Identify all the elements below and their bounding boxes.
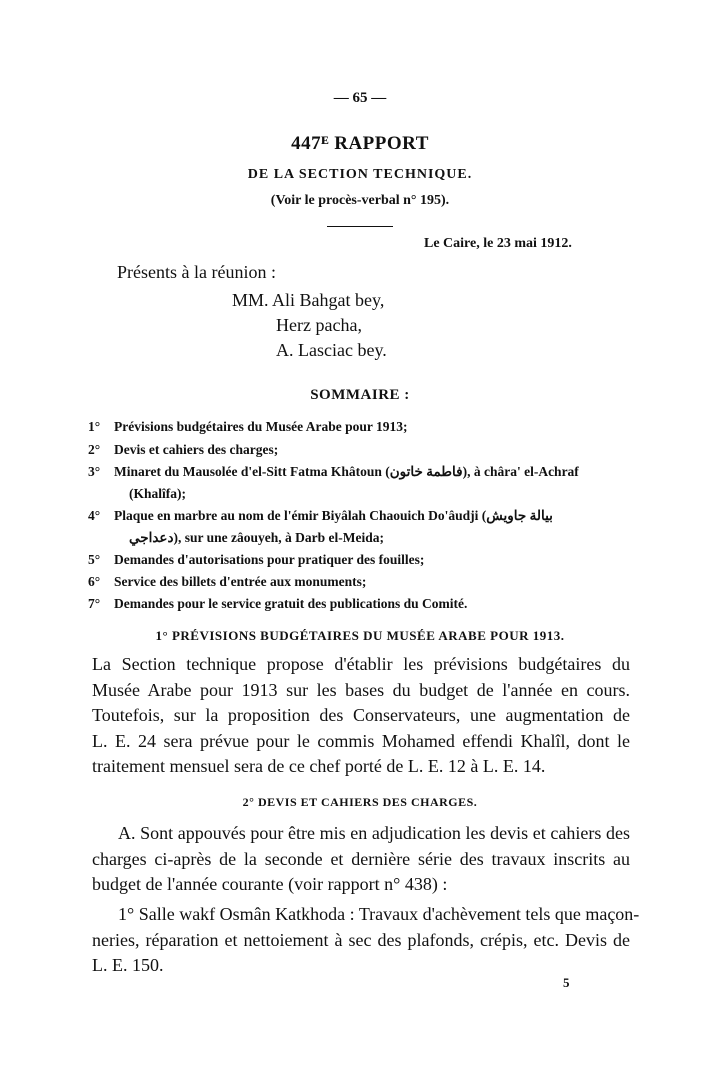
summary-item: [88, 596, 467, 612]
summary-item: [88, 552, 424, 568]
paragraph-line: 1° Salle wakf Osmân Katkhoda : Travaux d'achèvement tels que maçon-: [118, 904, 640, 924]
summary-item-continuation: (Khalîfa);: [129, 486, 186, 501]
summary-item: [88, 574, 366, 590]
summary-item-text: Demandes pour le service gratuit des publications du Comité.: [114, 596, 468, 611]
paragraph-line: La Section technique propose d'établir les prévisions budgétaires du: [92, 654, 630, 674]
summary-item: [88, 419, 408, 435]
paragraph-line: L. E. 24 sera prévue pour le commis Mohamed effendi Khalîl, dont le: [92, 731, 630, 751]
summary-item: [88, 508, 553, 524]
attendee: A. Lasciac bey.: [276, 340, 387, 360]
summary-item-text: ), à châra' el-Achraf: [462, 464, 579, 479]
summary-item-text: Devis et cahiers des charges;: [114, 442, 279, 457]
summary-item: [88, 464, 579, 480]
summary-item-text: Prévisions budgétaires du Musée Arabe pour 1913;: [114, 419, 408, 434]
summary-item-number: 1°: [88, 419, 101, 434]
summary-item-number: 4°: [88, 508, 101, 523]
paragraph-line: budget de l'année courante (voir rapport n° 438) :: [92, 874, 448, 894]
place-date: Le Caire, le 23 mai 1912.: [424, 236, 572, 251]
paragraph-line: traitement mensuel sera de ce chef porté de L. E. 12 à L. E. 14.: [92, 756, 546, 776]
paragraph-line: Musée Arabe pour 1913 sur les bases du budget de l'année en cours.: [92, 680, 630, 700]
signature-mark: 5: [563, 975, 570, 990]
summary-item-text: Minaret du Mausolée d'el-Sitt Fatma Khâtoun (: [114, 464, 390, 479]
arabic-name: دعداجي: [129, 530, 174, 545]
summary-item-text: ), sur une zâouyeh, à Darb el-Meida;: [173, 530, 385, 545]
paragraph-line: charges ci-après de la seconde et dernière série des travaux inscrits au: [92, 849, 630, 869]
attendee: MM. Ali Bahgat bey,: [232, 290, 385, 310]
paragraph-line: neries, réparation et nettoiement à sec des plafonds, crépis, etc. Devis de: [92, 930, 630, 950]
summary-item-number: 2°: [88, 442, 101, 457]
summary-item-number: 6°: [88, 574, 101, 589]
section-heading: 1° PRÉVISIONS BUDGÉTAIRES DU MUSÉE ARABE POUR 1913.: [155, 628, 565, 643]
paragraph-line: A. Sont appouvés pour être mis en adjudication les devis et cahiers des: [118, 823, 630, 843]
presents-label: Présents à la réunion :: [117, 262, 276, 282]
summary-item-text: Service des billets d'entrée aux monuments;: [114, 574, 367, 589]
arabic-name: بيالة جاويش: [486, 508, 553, 523]
summary-item-number: 3°: [88, 464, 101, 479]
arabic-name: فاطمة خاتون: [389, 464, 463, 479]
summary-item-text: Plaque en marbre au nom de l'émir Biyâlah Chaouich Do'âudji (: [114, 508, 487, 523]
summary-item: [88, 442, 278, 458]
paragraph-line: L. E. 150.: [92, 955, 164, 975]
report-subtitle: DE LA SECTION TECHNIQUE.: [247, 167, 473, 182]
summary-item-text: Demandes d'autorisations pour pratiquer des fouilles;: [114, 552, 425, 567]
summary-item-number: 5°: [88, 552, 101, 567]
report-title: 447ᴱ RAPPORT: [291, 133, 429, 154]
summary-item-number: 7°: [88, 596, 101, 611]
attendee: Herz pacha,: [276, 315, 362, 335]
paragraph-line: Toutefois, sur la proposition des Conservateurs, une augmentation de: [92, 705, 630, 725]
summary-item-continuation: [129, 530, 384, 546]
page-number: — 65 —: [333, 90, 387, 106]
section-heading: 2° DEVIS ET CAHIERS DES CHARGES.: [242, 795, 478, 809]
title-divider: [327, 226, 393, 227]
summary-heading: SOMMAIRE :: [310, 387, 410, 403]
report-reference: (Voir le procès-verbal n° 195).: [270, 193, 450, 208]
